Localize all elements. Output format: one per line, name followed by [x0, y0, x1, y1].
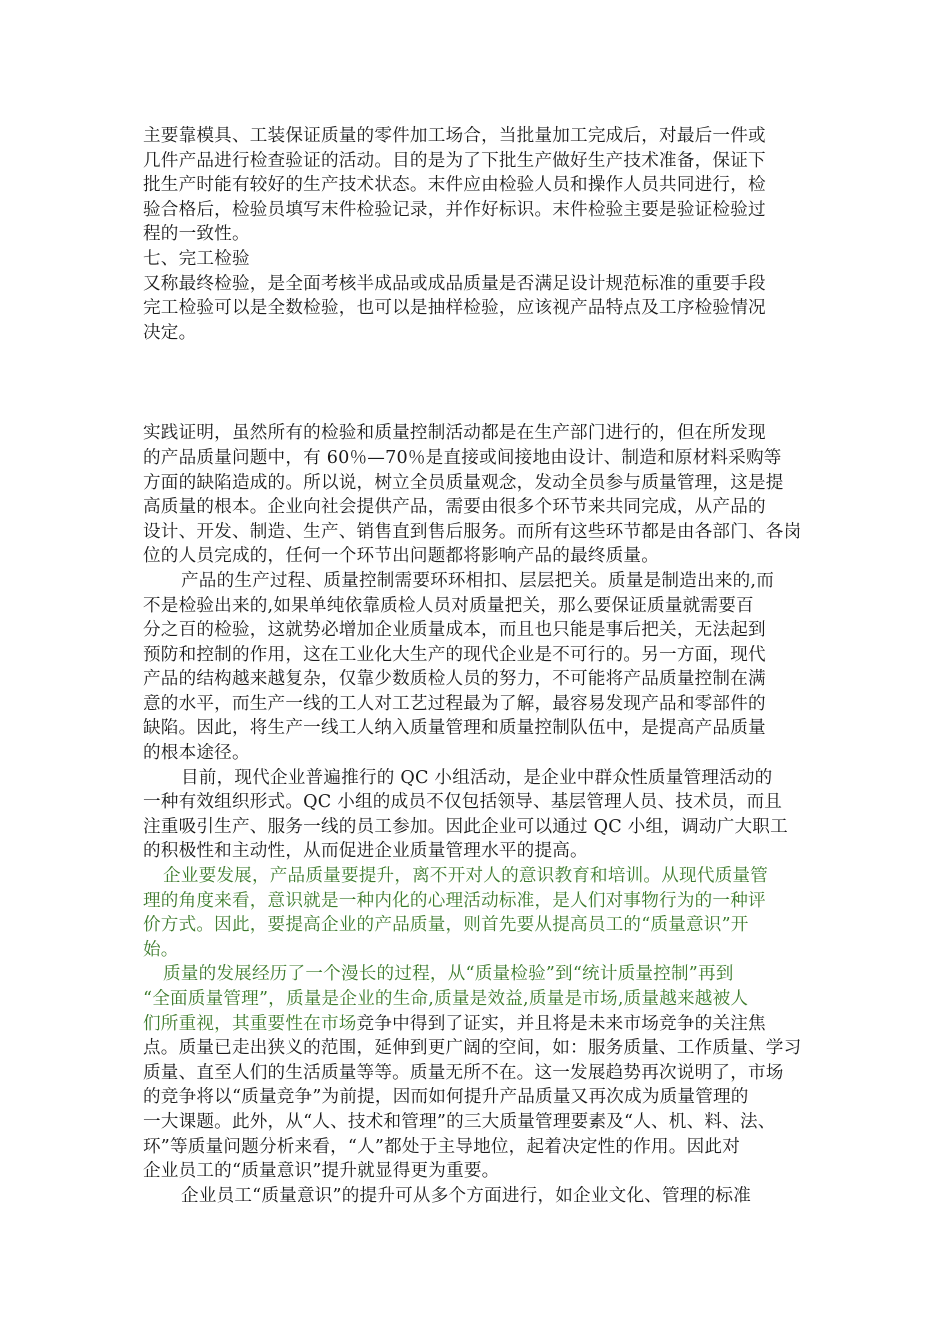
text-line: 的积极性和主动性，从而促进企业质量管理水平的提高。	[143, 841, 588, 862]
text-line: 产品的结构越来越复杂，仅靠少数质检人员的努力，不可能将产品质量控制在满	[143, 669, 766, 690]
paragraph-final-inspection-context	[143, 124, 811, 247]
text-line: 目前，现代企业普遍推行的 QC 小组活动，是企业中群众性质量管理活动的	[181, 767, 773, 788]
text-line: 企业要发展，产品质量要提升，离不开对人的意识教育和培训。从现代质量管	[163, 866, 768, 887]
text-line: 产品的生产过程、质量控制需要环环相扣、层层把关。质量是制造出来的,而	[181, 570, 774, 591]
text-line: 环”等质量问题分析来看，“人”都处于主导地位，起着决定性的作用。因此对	[143, 1136, 740, 1157]
text-line: 预防和控制的作用，这在工业化大生产的现代企业是不可行的。另一方面，现代	[143, 644, 766, 665]
paragraph-production-process	[143, 569, 811, 766]
text-line: 主要靠模具、工装保证质量的零件加工场合，当批量加工完成后，对最后一件或	[143, 126, 766, 146]
text-line: 实践证明，虽然所有的检验和质量控制活动都是在生产部门进行的，但在所发现	[143, 423, 766, 444]
paragraph-practice-proves	[143, 421, 811, 569]
text-segment: 竞争中得到了证实，并且将是未来市场竞争的关注焦	[356, 1013, 766, 1034]
paragraph-quality-awareness	[143, 864, 811, 962]
text-line: 点。质量已走出狭义的范围，延伸到更广阔的空间，如：服务质量、工作质量、学习	[143, 1038, 802, 1059]
text-line: 不是检验出来的,如果单纯依靠质检人员对质量把关，那么要保证质量就需要百	[143, 595, 754, 616]
text-line: 的根本途径。	[143, 743, 250, 764]
text-line: 缺陷。因此，将生产一线工人纳入质量管理和质量控制队伍中，是提高产品质量	[143, 718, 766, 739]
spacer	[143, 345, 811, 421]
text-line: 设计、开发、制造、生产、销售直到售后服务。而所有这些环节都是由各部门、各岗	[143, 521, 802, 542]
text-line: “全面质量管理”，质量是企业的生命,质量是效益,质量是市场,质量越来越被人	[143, 989, 749, 1009]
text-line: 企业员工的“质量意识”提升就显得更为重要。	[143, 1161, 500, 1182]
text-line: 质量、直至人们的生活质量等等。质量无所不在。这一发展趋势再次说明了，市场	[143, 1062, 784, 1083]
text-line: 又称最终检验，是全面考核半成品或成品质量是否满足设计规范标准的重要手段	[143, 273, 766, 294]
text-line: 企业员工“质量意识”的提升可从多个方面进行，如企业文化、管理的标准	[181, 1185, 751, 1206]
text-line: 的产品质量问题中，有 60％—70％是直接或间接地由设计、制造和原材料采购等	[143, 447, 782, 468]
text-line: 几件产品进行检查验证的活动。目的是为了下批生产做好生产技术准备，保证下	[143, 150, 766, 171]
text-line: 意的水平，而生产一线的工人对工艺过程最为了解，最容易发现产品和零部件的	[143, 693, 766, 714]
text-line: 高质量的根本。企业向社会提供产品，需要由很多个环节来共同完成，从产品的	[143, 497, 766, 518]
text-segment-green: 们所重视，其重要性在市场	[143, 1013, 357, 1034]
paragraph-awareness-improvement	[143, 1184, 811, 1209]
text-line: 一种有效组织形式。QC 小组的成员不仅包括领导、基层管理人员、技术员，而且	[143, 792, 783, 813]
paragraph-qc-groups	[143, 766, 811, 864]
text-line: 分之百的检验，这就势必增加企业质量成本，而且也只能是事后把关，无法起到	[143, 620, 766, 641]
text-line: 验合格后，检验员填写末件检验记录，并作好标识。末件检验主要是验证检验过	[143, 199, 766, 220]
text-line: 一大课题。此外，从“人、技术和管理”的三大质量管理要素及“人、机、料、法、	[143, 1111, 776, 1132]
paragraph-quality-development	[143, 962, 811, 1183]
section-heading: 七、完工检验	[143, 248, 250, 269]
text-line: 位的人员完成的，任何一个环节出问题都将影响产品的最终质量。	[143, 546, 660, 567]
text-line: 批生产时能有较好的生产技术状态。末件应由检验人员和操作人员共同进行，检	[143, 175, 766, 196]
text-line: 决定。	[143, 322, 197, 343]
text-line: 始。	[143, 939, 179, 960]
text-line: 理的角度来看，意识就是一种内化的心理活动标准，是人们对事物行为的一种评	[143, 890, 766, 911]
document-page	[143, 124, 811, 1208]
text-line: 注重吸引生产、服务一线的员工参加。因此企业可以通过 QC 小组，调动广大职工	[143, 816, 788, 837]
text-line	[143, 1012, 811, 1037]
text-line: 方面的缺陷造成的。所以说，树立全员质量观念，发动全员参与质量管理，这是提	[143, 472, 784, 493]
text-line: 完工检验可以是全数检验，也可以是抽样检验，应该视产品特点及工序检验情况	[143, 298, 766, 319]
text-line: 质量的发展经历了一个漫长的过程，从“质量检验”到“统计质量控制”再到	[163, 964, 734, 985]
paragraph-completion-inspection	[143, 272, 811, 346]
text-line: 价方式。因此，要提高企业的产品质量，则首先要从提高员工的“质量意识”开	[143, 915, 749, 936]
text-line: 程的一致性。	[143, 224, 250, 245]
text-line: 的竞争将以“质量竞争”为前提，因而如何提升产品质量又再次成为质量管理的	[143, 1087, 749, 1108]
